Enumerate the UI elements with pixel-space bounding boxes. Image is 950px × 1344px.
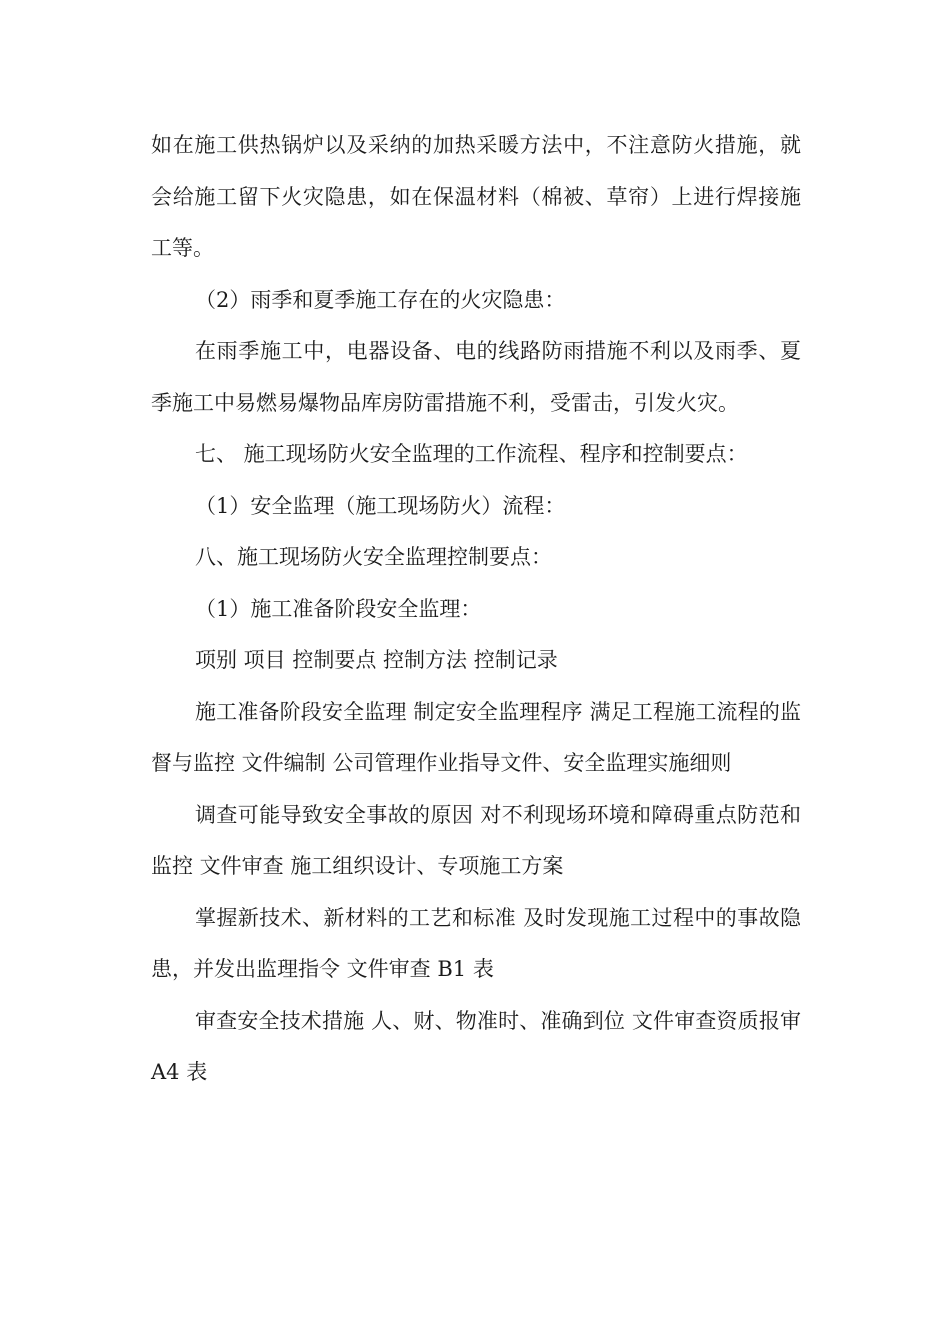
paragraph-heading-preparation: （1）施工准备阶段安全监理： [195, 596, 482, 621]
paragraph-heading-rainy-summer: （2）雨季和夏季施工存在的火灾隐患： [195, 287, 566, 312]
table-row-line: 施工准备阶段安全监理 制定安全监理程序 满足工程施工流程的监督与监控 文件编制 公司管理作业指导文件、安全监理实施细则 [151, 699, 801, 775]
section-heading-eight: 八、施工现场防火安全监理控制要点： [195, 545, 552, 569]
paragraph-rainy-season-hazard: 在雨季施工中，电器设备、电的线路防雨措施不利以及雨季、夏季施工中易燃易爆物品库房防雷措施不利，受雷击，引发火灾。 [151, 339, 801, 415]
document-body [151, 120, 801, 1099]
table-row-line: 掌握新技术、新材料的工艺和标准 及时发现施工过程中的事故隐患，并发出监理指令 文件审查 B1 表 [151, 905, 801, 981]
paragraph-fire-hazard-heating: 如在施工供热锅炉以及采纳的加热采暖方法中，不注意防火措施，就会给施工留下火灾隐患，如在保温材料（棉被、草帘）上进行焊接施工等。 [151, 133, 801, 260]
table-row-line: 调查可能导致安全事故的原因 对不利现场环境和障碍重点防范和监控 文件审查 施工组织设计、专项施工方案 [151, 802, 801, 878]
paragraph-heading-flow: （1）安全监理（施工现场防火）流程： [195, 493, 566, 518]
table-row-line: 审查安全技术措施 人、财、物准时、准确到位 文件审查资质报审 A4 表 [151, 1008, 801, 1084]
table-header-line: 项别 项目 控制要点 控制方法 控制记录 [195, 648, 558, 672]
section-heading-seven: 七、 施工现场防火安全监理的工作流程、程序和控制要点： [195, 442, 748, 466]
